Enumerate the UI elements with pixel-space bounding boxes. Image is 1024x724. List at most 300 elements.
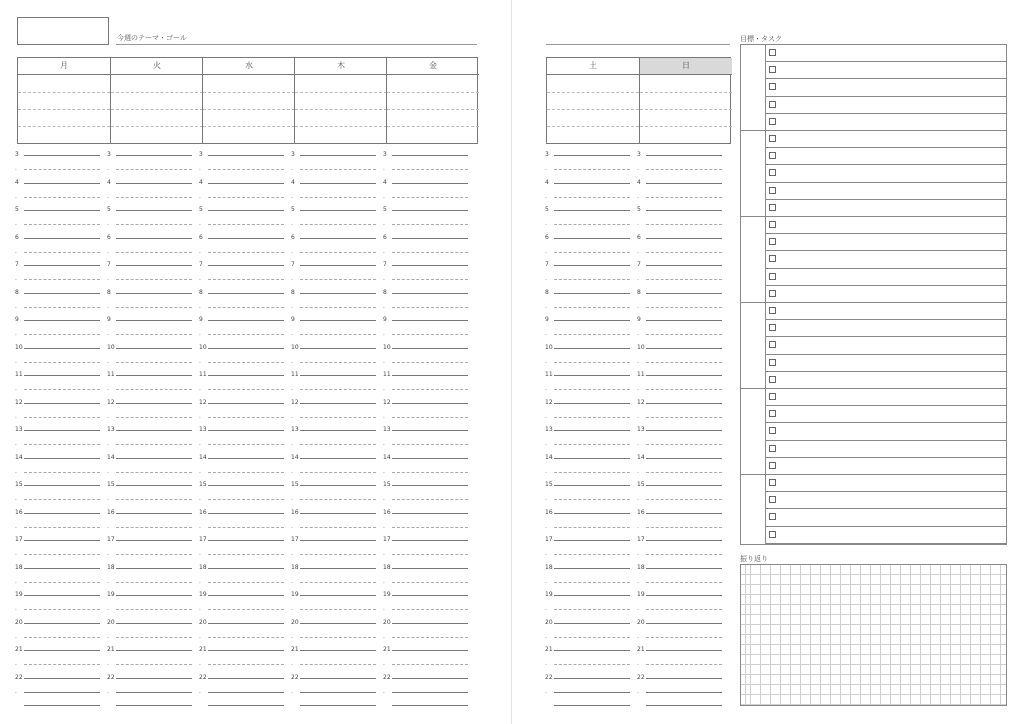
half-hour-line[interactable] xyxy=(300,362,376,363)
hour-line[interactable] xyxy=(392,485,468,486)
half-hour-line[interactable] xyxy=(116,224,192,225)
half-hour-line[interactable] xyxy=(392,582,468,583)
half-hour-line[interactable] xyxy=(554,389,630,390)
hour-line[interactable] xyxy=(646,155,722,156)
hour-line[interactable] xyxy=(300,430,376,431)
half-hour-line[interactable] xyxy=(300,307,376,308)
half-hour-line[interactable] xyxy=(208,527,284,528)
hour-line[interactable] xyxy=(208,155,284,156)
half-hour-line[interactable] xyxy=(554,334,630,335)
hour-line[interactable] xyxy=(392,650,468,651)
header-note-line[interactable] xyxy=(18,109,110,110)
header-note-line[interactable] xyxy=(111,109,203,110)
task-checkbox[interactable] xyxy=(769,290,776,297)
half-hour-line[interactable] xyxy=(300,609,376,610)
trailing-line[interactable] xyxy=(24,692,100,693)
hour-line[interactable] xyxy=(208,513,284,514)
half-hour-line[interactable] xyxy=(300,252,376,253)
hour-line[interactable] xyxy=(554,403,630,404)
trailing-line[interactable] xyxy=(116,692,192,693)
hour-line[interactable] xyxy=(646,320,722,321)
half-hour-line[interactable] xyxy=(392,224,468,225)
hour-line[interactable] xyxy=(392,403,468,404)
half-hour-line[interactable] xyxy=(208,197,284,198)
hour-line[interactable] xyxy=(208,540,284,541)
half-hour-line[interactable] xyxy=(646,334,722,335)
header-note-line[interactable] xyxy=(387,92,479,93)
task-checkbox[interactable] xyxy=(769,66,776,73)
half-hour-line[interactable] xyxy=(554,417,630,418)
task-checkbox[interactable] xyxy=(769,273,776,280)
half-hour-line[interactable] xyxy=(646,582,722,583)
half-hour-line[interactable] xyxy=(300,169,376,170)
half-hour-line[interactable] xyxy=(392,637,468,638)
hour-line[interactable] xyxy=(554,375,630,376)
half-hour-line[interactable] xyxy=(392,307,468,308)
task-checkbox[interactable] xyxy=(769,152,776,159)
task-checkbox[interactable] xyxy=(769,135,776,142)
hour-line[interactable] xyxy=(24,540,100,541)
hour-line[interactable] xyxy=(554,210,630,211)
hour-line[interactable] xyxy=(646,375,722,376)
hour-line[interactable] xyxy=(554,320,630,321)
half-hour-line[interactable] xyxy=(24,499,100,500)
half-hour-line[interactable] xyxy=(300,582,376,583)
hour-line[interactable] xyxy=(646,403,722,404)
hour-line[interactable] xyxy=(646,458,722,459)
half-hour-line[interactable] xyxy=(24,389,100,390)
half-hour-line[interactable] xyxy=(116,664,192,665)
half-hour-line[interactable] xyxy=(646,362,722,363)
hour-line[interactable] xyxy=(554,155,630,156)
hour-line[interactable] xyxy=(208,595,284,596)
half-hour-line[interactable] xyxy=(116,307,192,308)
hour-line[interactable] xyxy=(24,375,100,376)
hour-line[interactable] xyxy=(208,403,284,404)
half-hour-line[interactable] xyxy=(646,637,722,638)
half-hour-line[interactable] xyxy=(392,554,468,555)
hour-line[interactable] xyxy=(24,183,100,184)
half-hour-line[interactable] xyxy=(24,582,100,583)
header-note-line[interactable] xyxy=(295,109,387,110)
hour-line[interactable] xyxy=(24,595,100,596)
half-hour-line[interactable] xyxy=(24,417,100,418)
hour-line[interactable] xyxy=(300,348,376,349)
half-hour-line[interactable] xyxy=(24,334,100,335)
header-note-line[interactable] xyxy=(18,126,110,127)
hour-line[interactable] xyxy=(24,293,100,294)
hour-line[interactable] xyxy=(116,293,192,294)
trailing-line[interactable] xyxy=(208,705,284,706)
half-hour-line[interactable] xyxy=(554,664,630,665)
half-hour-line[interactable] xyxy=(300,224,376,225)
half-hour-line[interactable] xyxy=(392,664,468,665)
half-hour-line[interactable] xyxy=(116,582,192,583)
task-checkbox[interactable] xyxy=(769,479,776,486)
half-hour-line[interactable] xyxy=(554,197,630,198)
hour-line[interactable] xyxy=(646,265,722,266)
half-hour-line[interactable] xyxy=(646,444,722,445)
hour-line[interactable] xyxy=(208,375,284,376)
trailing-line[interactable] xyxy=(300,705,376,706)
half-hour-line[interactable] xyxy=(116,362,192,363)
hour-line[interactable] xyxy=(300,458,376,459)
half-hour-line[interactable] xyxy=(646,527,722,528)
hour-line[interactable] xyxy=(116,623,192,624)
hour-line[interactable] xyxy=(392,375,468,376)
half-hour-line[interactable] xyxy=(24,197,100,198)
half-hour-line[interactable] xyxy=(208,224,284,225)
half-hour-line[interactable] xyxy=(208,499,284,500)
half-hour-line[interactable] xyxy=(208,307,284,308)
half-hour-line[interactable] xyxy=(208,279,284,280)
hour-line[interactable] xyxy=(208,348,284,349)
hour-line[interactable] xyxy=(554,678,630,679)
half-hour-line[interactable] xyxy=(554,582,630,583)
hour-line[interactable] xyxy=(646,595,722,596)
half-hour-line[interactable] xyxy=(208,582,284,583)
half-hour-line[interactable] xyxy=(300,279,376,280)
half-hour-line[interactable] xyxy=(116,417,192,418)
half-hour-line[interactable] xyxy=(646,554,722,555)
hour-line[interactable] xyxy=(392,238,468,239)
hour-line[interactable] xyxy=(554,458,630,459)
half-hour-line[interactable] xyxy=(24,224,100,225)
hour-line[interactable] xyxy=(300,265,376,266)
task-checkbox[interactable] xyxy=(769,169,776,176)
hour-line[interactable] xyxy=(208,320,284,321)
task-checkbox[interactable] xyxy=(769,83,776,90)
task-checkbox[interactable] xyxy=(769,341,776,348)
hour-line[interactable] xyxy=(208,650,284,651)
hour-line[interactable] xyxy=(300,623,376,624)
half-hour-line[interactable] xyxy=(392,527,468,528)
header-note-line[interactable] xyxy=(547,109,639,110)
half-hour-line[interactable] xyxy=(300,389,376,390)
hour-line[interactable] xyxy=(116,430,192,431)
task-checkbox[interactable] xyxy=(769,187,776,194)
half-hour-line[interactable] xyxy=(646,499,722,500)
header-note-line[interactable] xyxy=(387,126,479,127)
trailing-line[interactable] xyxy=(208,692,284,693)
half-hour-line[interactable] xyxy=(300,472,376,473)
hour-line[interactable] xyxy=(24,238,100,239)
half-hour-line[interactable] xyxy=(24,637,100,638)
hour-line[interactable] xyxy=(24,485,100,486)
half-hour-line[interactable] xyxy=(116,472,192,473)
half-hour-line[interactable] xyxy=(554,224,630,225)
hour-line[interactable] xyxy=(208,430,284,431)
header-note-line[interactable] xyxy=(18,92,110,93)
half-hour-line[interactable] xyxy=(300,197,376,198)
hour-line[interactable] xyxy=(24,348,100,349)
half-hour-line[interactable] xyxy=(208,609,284,610)
hour-line[interactable] xyxy=(392,293,468,294)
half-hour-line[interactable] xyxy=(554,637,630,638)
half-hour-line[interactable] xyxy=(208,417,284,418)
trailing-line[interactable] xyxy=(116,705,192,706)
half-hour-line[interactable] xyxy=(646,279,722,280)
half-hour-line[interactable] xyxy=(116,444,192,445)
hour-line[interactable] xyxy=(554,623,630,624)
header-note-line[interactable] xyxy=(547,92,639,93)
hour-line[interactable] xyxy=(646,568,722,569)
task-checkbox[interactable] xyxy=(769,101,776,108)
header-note-line[interactable] xyxy=(547,126,639,127)
half-hour-line[interactable] xyxy=(208,252,284,253)
hour-line[interactable] xyxy=(392,430,468,431)
half-hour-line[interactable] xyxy=(208,444,284,445)
hour-line[interactable] xyxy=(208,210,284,211)
half-hour-line[interactable] xyxy=(392,362,468,363)
hour-line[interactable] xyxy=(300,485,376,486)
half-hour-line[interactable] xyxy=(392,499,468,500)
half-hour-line[interactable] xyxy=(24,609,100,610)
hour-line[interactable] xyxy=(646,183,722,184)
half-hour-line[interactable] xyxy=(392,279,468,280)
hour-line[interactable] xyxy=(24,678,100,679)
half-hour-line[interactable] xyxy=(208,637,284,638)
half-hour-line[interactable] xyxy=(392,334,468,335)
hour-line[interactable] xyxy=(646,238,722,239)
header-note-line[interactable] xyxy=(203,92,295,93)
hour-line[interactable] xyxy=(300,210,376,211)
half-hour-line[interactable] xyxy=(24,279,100,280)
half-hour-line[interactable] xyxy=(116,554,192,555)
task-checkbox[interactable] xyxy=(769,410,776,417)
hour-line[interactable] xyxy=(208,458,284,459)
hour-line[interactable] xyxy=(116,403,192,404)
hour-line[interactable] xyxy=(646,623,722,624)
hour-line[interactable] xyxy=(24,210,100,211)
trailing-line[interactable] xyxy=(392,705,468,706)
hour-line[interactable] xyxy=(300,238,376,239)
hour-line[interactable] xyxy=(116,238,192,239)
half-hour-line[interactable] xyxy=(116,334,192,335)
half-hour-line[interactable] xyxy=(24,252,100,253)
hour-line[interactable] xyxy=(300,375,376,376)
half-hour-line[interactable] xyxy=(116,169,192,170)
half-hour-line[interactable] xyxy=(554,499,630,500)
hour-line[interactable] xyxy=(24,650,100,651)
half-hour-line[interactable] xyxy=(646,417,722,418)
hour-line[interactable] xyxy=(116,485,192,486)
hour-line[interactable] xyxy=(646,430,722,431)
half-hour-line[interactable] xyxy=(24,527,100,528)
half-hour-line[interactable] xyxy=(208,334,284,335)
half-hour-line[interactable] xyxy=(392,197,468,198)
half-hour-line[interactable] xyxy=(554,609,630,610)
task-checkbox[interactable] xyxy=(769,221,776,228)
header-note-line[interactable] xyxy=(640,126,732,127)
header-note-line[interactable] xyxy=(111,126,203,127)
half-hour-line[interactable] xyxy=(116,197,192,198)
half-hour-line[interactable] xyxy=(646,664,722,665)
half-hour-line[interactable] xyxy=(554,252,630,253)
task-checkbox[interactable] xyxy=(769,359,776,366)
hour-line[interactable] xyxy=(116,320,192,321)
half-hour-line[interactable] xyxy=(392,252,468,253)
half-hour-line[interactable] xyxy=(300,554,376,555)
hour-line[interactable] xyxy=(646,540,722,541)
half-hour-line[interactable] xyxy=(208,389,284,390)
half-hour-line[interactable] xyxy=(208,472,284,473)
hour-line[interactable] xyxy=(24,320,100,321)
trailing-line[interactable] xyxy=(300,692,376,693)
week-date-box[interactable] xyxy=(17,17,109,45)
half-hour-line[interactable] xyxy=(116,499,192,500)
hour-line[interactable] xyxy=(300,678,376,679)
hour-line[interactable] xyxy=(208,265,284,266)
hour-line[interactable] xyxy=(24,458,100,459)
hour-line[interactable] xyxy=(392,540,468,541)
half-hour-line[interactable] xyxy=(554,362,630,363)
hour-line[interactable] xyxy=(24,623,100,624)
hour-line[interactable] xyxy=(208,238,284,239)
hour-line[interactable] xyxy=(392,568,468,569)
half-hour-line[interactable] xyxy=(646,224,722,225)
half-hour-line[interactable] xyxy=(646,389,722,390)
header-note-line[interactable] xyxy=(111,92,203,93)
hour-line[interactable] xyxy=(116,348,192,349)
half-hour-line[interactable] xyxy=(300,499,376,500)
hour-line[interactable] xyxy=(116,678,192,679)
task-checkbox[interactable] xyxy=(769,204,776,211)
hour-line[interactable] xyxy=(300,403,376,404)
task-checkbox[interactable] xyxy=(769,513,776,520)
hour-line[interactable] xyxy=(554,513,630,514)
hour-line[interactable] xyxy=(646,348,722,349)
task-checkbox[interactable] xyxy=(769,324,776,331)
hour-line[interactable] xyxy=(116,513,192,514)
task-checkbox[interactable] xyxy=(769,118,776,125)
task-checkbox[interactable] xyxy=(769,255,776,262)
task-checkbox[interactable] xyxy=(769,238,776,245)
hour-line[interactable] xyxy=(392,458,468,459)
hour-line[interactable] xyxy=(208,623,284,624)
half-hour-line[interactable] xyxy=(646,169,722,170)
half-hour-line[interactable] xyxy=(116,527,192,528)
half-hour-line[interactable] xyxy=(554,444,630,445)
half-hour-line[interactable] xyxy=(300,334,376,335)
half-hour-line[interactable] xyxy=(116,279,192,280)
hour-line[interactable] xyxy=(300,595,376,596)
hour-line[interactable] xyxy=(24,403,100,404)
half-hour-line[interactable] xyxy=(208,554,284,555)
hour-line[interactable] xyxy=(392,513,468,514)
task-checkbox[interactable] xyxy=(769,462,776,469)
hour-line[interactable] xyxy=(24,265,100,266)
half-hour-line[interactable] xyxy=(24,169,100,170)
hour-line[interactable] xyxy=(208,183,284,184)
trailing-line[interactable] xyxy=(646,705,722,706)
hour-line[interactable] xyxy=(392,678,468,679)
hour-line[interactable] xyxy=(300,293,376,294)
hour-line[interactable] xyxy=(300,540,376,541)
task-checkbox[interactable] xyxy=(769,49,776,56)
hour-line[interactable] xyxy=(116,540,192,541)
task-checkbox[interactable] xyxy=(769,445,776,452)
half-hour-line[interactable] xyxy=(554,527,630,528)
hour-line[interactable] xyxy=(392,320,468,321)
hour-line[interactable] xyxy=(116,265,192,266)
hour-line[interactable] xyxy=(116,458,192,459)
hour-line[interactable] xyxy=(116,375,192,376)
task-checkbox[interactable] xyxy=(769,393,776,400)
hour-line[interactable] xyxy=(554,293,630,294)
hour-line[interactable] xyxy=(554,568,630,569)
hour-line[interactable] xyxy=(300,155,376,156)
half-hour-line[interactable] xyxy=(116,637,192,638)
hour-line[interactable] xyxy=(116,595,192,596)
hour-line[interactable] xyxy=(300,320,376,321)
hour-line[interactable] xyxy=(646,650,722,651)
hour-line[interactable] xyxy=(554,650,630,651)
half-hour-line[interactable] xyxy=(392,417,468,418)
hour-line[interactable] xyxy=(208,485,284,486)
hour-line[interactable] xyxy=(116,155,192,156)
review-grid[interactable] xyxy=(740,564,1007,706)
trailing-line[interactable] xyxy=(24,705,100,706)
half-hour-line[interactable] xyxy=(554,279,630,280)
hour-line[interactable] xyxy=(646,485,722,486)
hour-line[interactable] xyxy=(554,485,630,486)
half-hour-line[interactable] xyxy=(300,527,376,528)
task-checkbox[interactable] xyxy=(769,307,776,314)
half-hour-line[interactable] xyxy=(392,389,468,390)
hour-line[interactable] xyxy=(300,568,376,569)
half-hour-line[interactable] xyxy=(300,664,376,665)
half-hour-line[interactable] xyxy=(24,307,100,308)
theme-goal-line[interactable] xyxy=(116,44,477,45)
hour-line[interactable] xyxy=(392,348,468,349)
hour-line[interactable] xyxy=(392,210,468,211)
hour-line[interactable] xyxy=(392,595,468,596)
hour-line[interactable] xyxy=(392,155,468,156)
hour-line[interactable] xyxy=(646,678,722,679)
hour-line[interactable] xyxy=(116,568,192,569)
task-checkbox[interactable] xyxy=(769,427,776,434)
half-hour-line[interactable] xyxy=(24,664,100,665)
trailing-line[interactable] xyxy=(646,692,722,693)
hour-line[interactable] xyxy=(554,238,630,239)
header-note-line[interactable] xyxy=(387,109,479,110)
hour-line[interactable] xyxy=(554,430,630,431)
header-note-line[interactable] xyxy=(640,92,732,93)
hour-line[interactable] xyxy=(116,210,192,211)
half-hour-line[interactable] xyxy=(24,472,100,473)
hour-line[interactable] xyxy=(300,513,376,514)
half-hour-line[interactable] xyxy=(646,252,722,253)
hour-line[interactable] xyxy=(24,430,100,431)
hour-line[interactable] xyxy=(554,265,630,266)
hour-line[interactable] xyxy=(208,293,284,294)
hour-line[interactable] xyxy=(646,210,722,211)
hour-line[interactable] xyxy=(392,183,468,184)
hour-line[interactable] xyxy=(554,183,630,184)
hour-line[interactable] xyxy=(116,183,192,184)
hour-line[interactable] xyxy=(300,183,376,184)
task-checkbox[interactable] xyxy=(769,496,776,503)
header-note-line[interactable] xyxy=(295,126,387,127)
hour-line[interactable] xyxy=(554,595,630,596)
half-hour-line[interactable] xyxy=(24,362,100,363)
half-hour-line[interactable] xyxy=(392,472,468,473)
hour-line[interactable] xyxy=(554,540,630,541)
header-note-line[interactable] xyxy=(203,126,295,127)
hour-line[interactable] xyxy=(300,650,376,651)
trailing-line[interactable] xyxy=(554,705,630,706)
